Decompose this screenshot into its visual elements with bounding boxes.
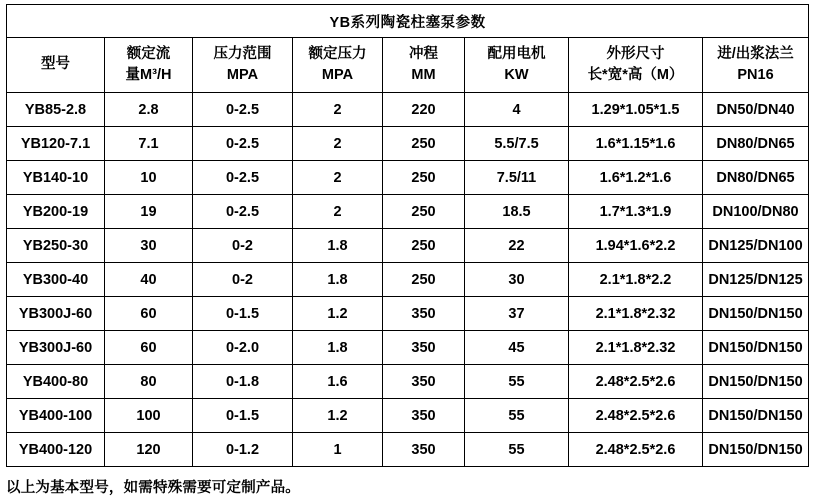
cell-stroke: 220 xyxy=(383,93,465,127)
table-title-row xyxy=(7,5,809,38)
cell-pressure-range: 0-1.8 xyxy=(193,365,293,399)
cell-pressure-range: 0-2.5 xyxy=(193,93,293,127)
column-header-model-line1: 型号 xyxy=(41,56,70,73)
cell-model: YB250-30 xyxy=(7,229,105,263)
cell-model: YB140-10 xyxy=(7,161,105,195)
cell-model: YB300J-60 xyxy=(7,297,105,331)
column-header-model xyxy=(7,38,105,93)
table-row xyxy=(7,399,809,433)
cell-rated-flow: 30 xyxy=(105,229,193,263)
column-header-pressure-range-line1: 压力范围 xyxy=(213,45,272,62)
column-header-stroke-line1: 冲程 xyxy=(409,45,438,62)
cell-rated-pressure: 2 xyxy=(293,93,383,127)
column-header-stroke xyxy=(383,38,465,93)
cell-flange: DN150/DN150 xyxy=(703,433,809,467)
cell-dimensions: 1.29*1.05*1.5 xyxy=(569,93,703,127)
cell-stroke: 250 xyxy=(383,229,465,263)
cell-motor: 55 xyxy=(465,365,569,399)
cell-model: YB300J-60 xyxy=(7,331,105,365)
cell-dimensions: 2.1*1.8*2.32 xyxy=(569,297,703,331)
column-header-stroke-line2: MM xyxy=(411,67,436,83)
column-header-flange-line2: PN16 xyxy=(737,67,774,83)
table-row xyxy=(7,93,809,127)
cell-rated-pressure: 1.6 xyxy=(293,365,383,399)
table-header-row xyxy=(7,38,809,93)
cell-model: YB400-80 xyxy=(7,365,105,399)
table-body xyxy=(7,93,809,467)
cell-flange: DN125/DN100 xyxy=(703,229,809,263)
cell-rated-flow: 60 xyxy=(105,331,193,365)
cell-flange: DN150/DN150 xyxy=(703,365,809,399)
cell-rated-flow: 10 xyxy=(105,161,193,195)
cell-dimensions: 2.48*2.5*2.6 xyxy=(569,365,703,399)
column-header-rated-flow-line1: 额定流 xyxy=(126,45,171,62)
cell-rated-flow: 100 xyxy=(105,399,193,433)
cell-stroke: 250 xyxy=(383,263,465,297)
cell-motor: 55 xyxy=(465,433,569,467)
cell-flange: DN50/DN40 xyxy=(703,93,809,127)
column-header-rated-flow-line2: 量M³/H xyxy=(125,67,172,83)
column-header-rated-pressure-line1: 额定压力 xyxy=(308,45,367,62)
column-header-motor xyxy=(465,38,569,93)
cell-rated-flow: 40 xyxy=(105,263,193,297)
table-row xyxy=(7,365,809,399)
cell-flange: DN150/DN150 xyxy=(703,297,809,331)
table-row xyxy=(7,195,809,229)
cell-pressure-range: 0-2.5 xyxy=(193,195,293,229)
cell-rated-pressure: 2 xyxy=(293,195,383,229)
cell-motor: 45 xyxy=(465,331,569,365)
specification-table xyxy=(6,4,809,467)
cell-dimensions: 1.7*1.3*1.9 xyxy=(569,195,703,229)
spec-sheet-page xyxy=(0,4,814,498)
cell-flange: DN80/DN65 xyxy=(703,127,809,161)
cell-rated-flow: 19 xyxy=(105,195,193,229)
column-header-dimensions xyxy=(569,38,703,93)
cell-motor: 18.5 xyxy=(465,195,569,229)
cell-rated-pressure: 2 xyxy=(293,161,383,195)
cell-pressure-range: 0-1.5 xyxy=(193,399,293,433)
cell-stroke: 350 xyxy=(383,331,465,365)
cell-motor: 5.5/7.5 xyxy=(465,127,569,161)
column-header-rated-pressure-line2: MPA xyxy=(321,67,354,83)
cell-flange: DN100/DN80 xyxy=(703,195,809,229)
cell-rated-pressure: 1.8 xyxy=(293,263,383,297)
cell-rated-flow: 120 xyxy=(105,433,193,467)
cell-rated-flow: 80 xyxy=(105,365,193,399)
column-header-dimensions-line2: 长*宽*高（M） xyxy=(587,67,684,83)
cell-rated-flow: 2.8 xyxy=(105,93,193,127)
cell-rated-flow: 7.1 xyxy=(105,127,193,161)
cell-flange: DN125/DN125 xyxy=(703,263,809,297)
column-header-pressure-range-line2: MPA xyxy=(226,67,259,83)
page-title: YB系列陶瓷柱塞泵参数 xyxy=(7,5,809,38)
cell-rated-pressure: 1.8 xyxy=(293,229,383,263)
cell-pressure-range: 0-2.5 xyxy=(193,127,293,161)
cell-rated-flow: 60 xyxy=(105,297,193,331)
column-header-motor-line1: 配用电机 xyxy=(487,45,546,62)
cell-dimensions: 2.48*2.5*2.6 xyxy=(569,433,703,467)
cell-flange: DN150/DN150 xyxy=(703,331,809,365)
table-row xyxy=(7,161,809,195)
column-header-rated-flow xyxy=(105,38,193,93)
cell-dimensions: 2.1*1.8*2.32 xyxy=(569,331,703,365)
cell-dimensions: 1.6*1.2*1.6 xyxy=(569,161,703,195)
column-header-flange xyxy=(703,38,809,93)
cell-motor: 30 xyxy=(465,263,569,297)
cell-motor: 4 xyxy=(465,93,569,127)
cell-model: YB400-100 xyxy=(7,399,105,433)
cell-pressure-range: 0-2 xyxy=(193,263,293,297)
column-header-motor-line2: KW xyxy=(504,67,529,83)
cell-flange: DN80/DN65 xyxy=(703,161,809,195)
cell-rated-pressure: 1.2 xyxy=(293,399,383,433)
table-row xyxy=(7,229,809,263)
cell-model: YB85-2.8 xyxy=(7,93,105,127)
cell-stroke: 350 xyxy=(383,433,465,467)
cell-stroke: 250 xyxy=(383,161,465,195)
cell-flange: DN150/DN150 xyxy=(703,399,809,433)
column-header-pressure-range xyxy=(193,38,293,93)
table-row xyxy=(7,127,809,161)
cell-dimensions: 1.94*1.6*2.2 xyxy=(569,229,703,263)
cell-rated-pressure: 1.8 xyxy=(293,331,383,365)
cell-dimensions: 2.48*2.5*2.6 xyxy=(569,399,703,433)
column-header-flange-line1: 进/出浆法兰 xyxy=(717,45,794,62)
cell-stroke: 350 xyxy=(383,365,465,399)
table-row xyxy=(7,263,809,297)
cell-motor: 37 xyxy=(465,297,569,331)
cell-pressure-range: 0-2 xyxy=(193,229,293,263)
cell-dimensions: 1.6*1.15*1.6 xyxy=(569,127,703,161)
cell-stroke: 350 xyxy=(383,399,465,433)
cell-stroke: 250 xyxy=(383,195,465,229)
table-row xyxy=(7,331,809,365)
cell-pressure-range: 0-1.5 xyxy=(193,297,293,331)
cell-model: YB120-7.1 xyxy=(7,127,105,161)
cell-rated-pressure: 1 xyxy=(293,433,383,467)
cell-model: YB200-19 xyxy=(7,195,105,229)
cell-dimensions: 2.1*1.8*2.2 xyxy=(569,263,703,297)
cell-motor: 55 xyxy=(465,399,569,433)
cell-pressure-range: 0-2.5 xyxy=(193,161,293,195)
footnote-text: 以上为基本型号，如需特殊需要可定制产品。 xyxy=(6,480,300,496)
column-header-rated-pressure xyxy=(293,38,383,93)
cell-rated-pressure: 1.2 xyxy=(293,297,383,331)
cell-pressure-range: 0-1.2 xyxy=(193,433,293,467)
table-row xyxy=(7,297,809,331)
cell-pressure-range: 0-2.0 xyxy=(193,331,293,365)
cell-motor: 7.5/11 xyxy=(465,161,569,195)
cell-rated-pressure: 2 xyxy=(293,127,383,161)
cell-model: YB300-40 xyxy=(7,263,105,297)
cell-stroke: 250 xyxy=(383,127,465,161)
cell-motor: 22 xyxy=(465,229,569,263)
table-row xyxy=(7,433,809,467)
cell-stroke: 350 xyxy=(383,297,465,331)
column-header-dimensions-line1: 外形尺寸 xyxy=(606,45,665,62)
cell-model: YB400-120 xyxy=(7,433,105,467)
